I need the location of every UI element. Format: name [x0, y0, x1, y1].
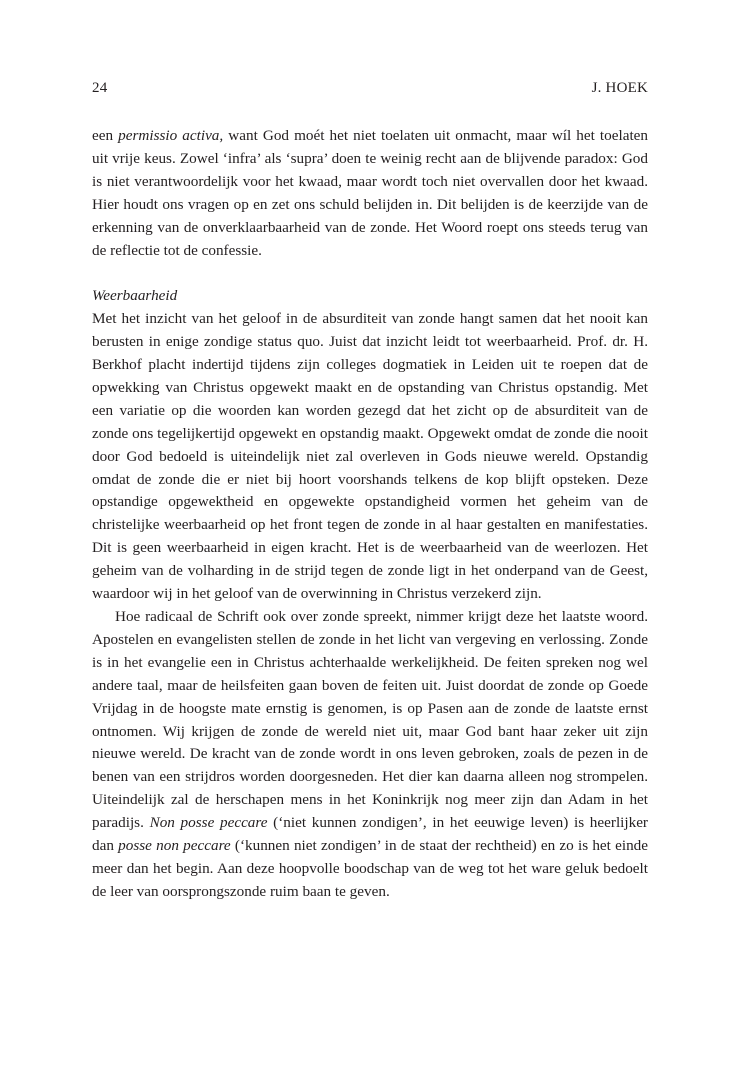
section-spacer	[92, 262, 648, 285]
italic-term-permissio-activa: permissio activa,	[118, 127, 224, 144]
paragraph-weerbaarheid: Met het inzicht van het geloof in de absurditeit van zonde hangt samen dat het nooit kan berusten in enige zondige status quo. Juist dat inzicht leidt tot weerbaarheid. Prof. dr. H. Berkhof placht indertijd tijdens zijn colleges dogmatiek in Leiden uit te roepen dat de opwekking van Christus opgewekt maakt en de opstanding van Christus opstandig. Met een variatie op die woorden kan worden gezegd dat het zicht op de absurditeit van de zonde ons tegelijkertijd opgewekt en opstandig maakt. Opgewekt omdat de zonde die nooit door God bedoeld is uiteindelijk niet zal overleven in Gods nieuwe wereld. Opstandig omdat de zonde die er niet bij hoort voorshands telkens de kop blijft opsteken. Deze opstandige opgewektheid en opgewekte opstandigheid vormen het geheim van de christelijke weerbaarheid op het front tegen de zonde in al haar gestalten en manifestaties. Dit is geen weerbaarheid in eigen kracht. Het is de weerbaarheid van de weerlozen. Het geheim van de volharding in de strijd tegen de zonde ligt in het onderpand van de Geest, waardoor wij in het geloof van de overwinning in Christus verzekerd zijn.	[92, 310, 648, 603]
running-head	[92, 78, 648, 98]
paragraph-text: Hoe radicaal de Schrift ook over zonde spreekt, nimmer krijgt deze het laatste woord. Apostelen en evangelisten stellen de zonde in het licht van vergeving en verlossing. Zonde is in het evangelie een in Christus achterhaalde werkelijkheid. De feiten spreken nog wel andere taal, maar de heilsfeiten gaan boven de feiten uit. Juist doordat de zonde op Goede Vrijdag in de hoogste mate ernstig is genomen, is op Pasen aan de zonde de laatste ernst ontnomen. Wij krijgen de zonde de wereld niet uit, maar God bant haar zeker uit zijn nieuwe wereld. De kracht van de zonde wordt in ons leven gebroken, zoals de pezen in de benen van een strijdros worden doorgesneden. Het dier kan daarna alleen nog strompelen. Uiteindelijk zal de herschapen mens in het Koninkrijk nog meer zijn dan Adam in het paradijs.	[92, 608, 648, 832]
paragraph-permissio	[92, 125, 648, 262]
italic-term-non-posse-peccare: Non posse peccare	[149, 814, 268, 832]
document-page	[92, 78, 648, 904]
paragraph-text: (‘niet kunnen zondigen’, in het eeuwige leven) is heerlijker dan	[92, 814, 648, 855]
page-number: 24	[92, 80, 108, 96]
section-heading: Weerbaarheid	[92, 287, 178, 305]
paragraph-text: (‘kunnen niet zondigen’ in de staat der rechtheid) en zo is het einde meer dan het begin. Aan deze hoopvolle boodschap van de weg tot het ware geluk bedoelt de leer van oorsprongszonde ruim baan te geven.	[92, 837, 649, 900]
paragraph-lead: een	[92, 127, 119, 144]
paragraph-text: want God moét het niet toelaten uit onmacht, maar wíl het toelaten uit vrije keus. Zowel ‘infra’ als ‘supra’ doen te weinig recht aan de blijvende paradox: God is niet verantwoordelijk voor het kwaad, maar wordt toch niet overvallen door het kwaad. Hier houdt ons vragen op en zet ons schuld belijden in. Dit belijden is de keerzijde van de erkenning van de onverklaarbaarheid van de zonde. Het Woord roept ons steeds terug van de reflectie tot de confessie.	[92, 127, 648, 259]
italic-term-posse-non-peccare: posse non peccare	[118, 837, 231, 855]
body-text	[92, 125, 648, 904]
running-title: J. HOEK	[591, 80, 648, 96]
paragraph-schrift	[92, 606, 648, 904]
